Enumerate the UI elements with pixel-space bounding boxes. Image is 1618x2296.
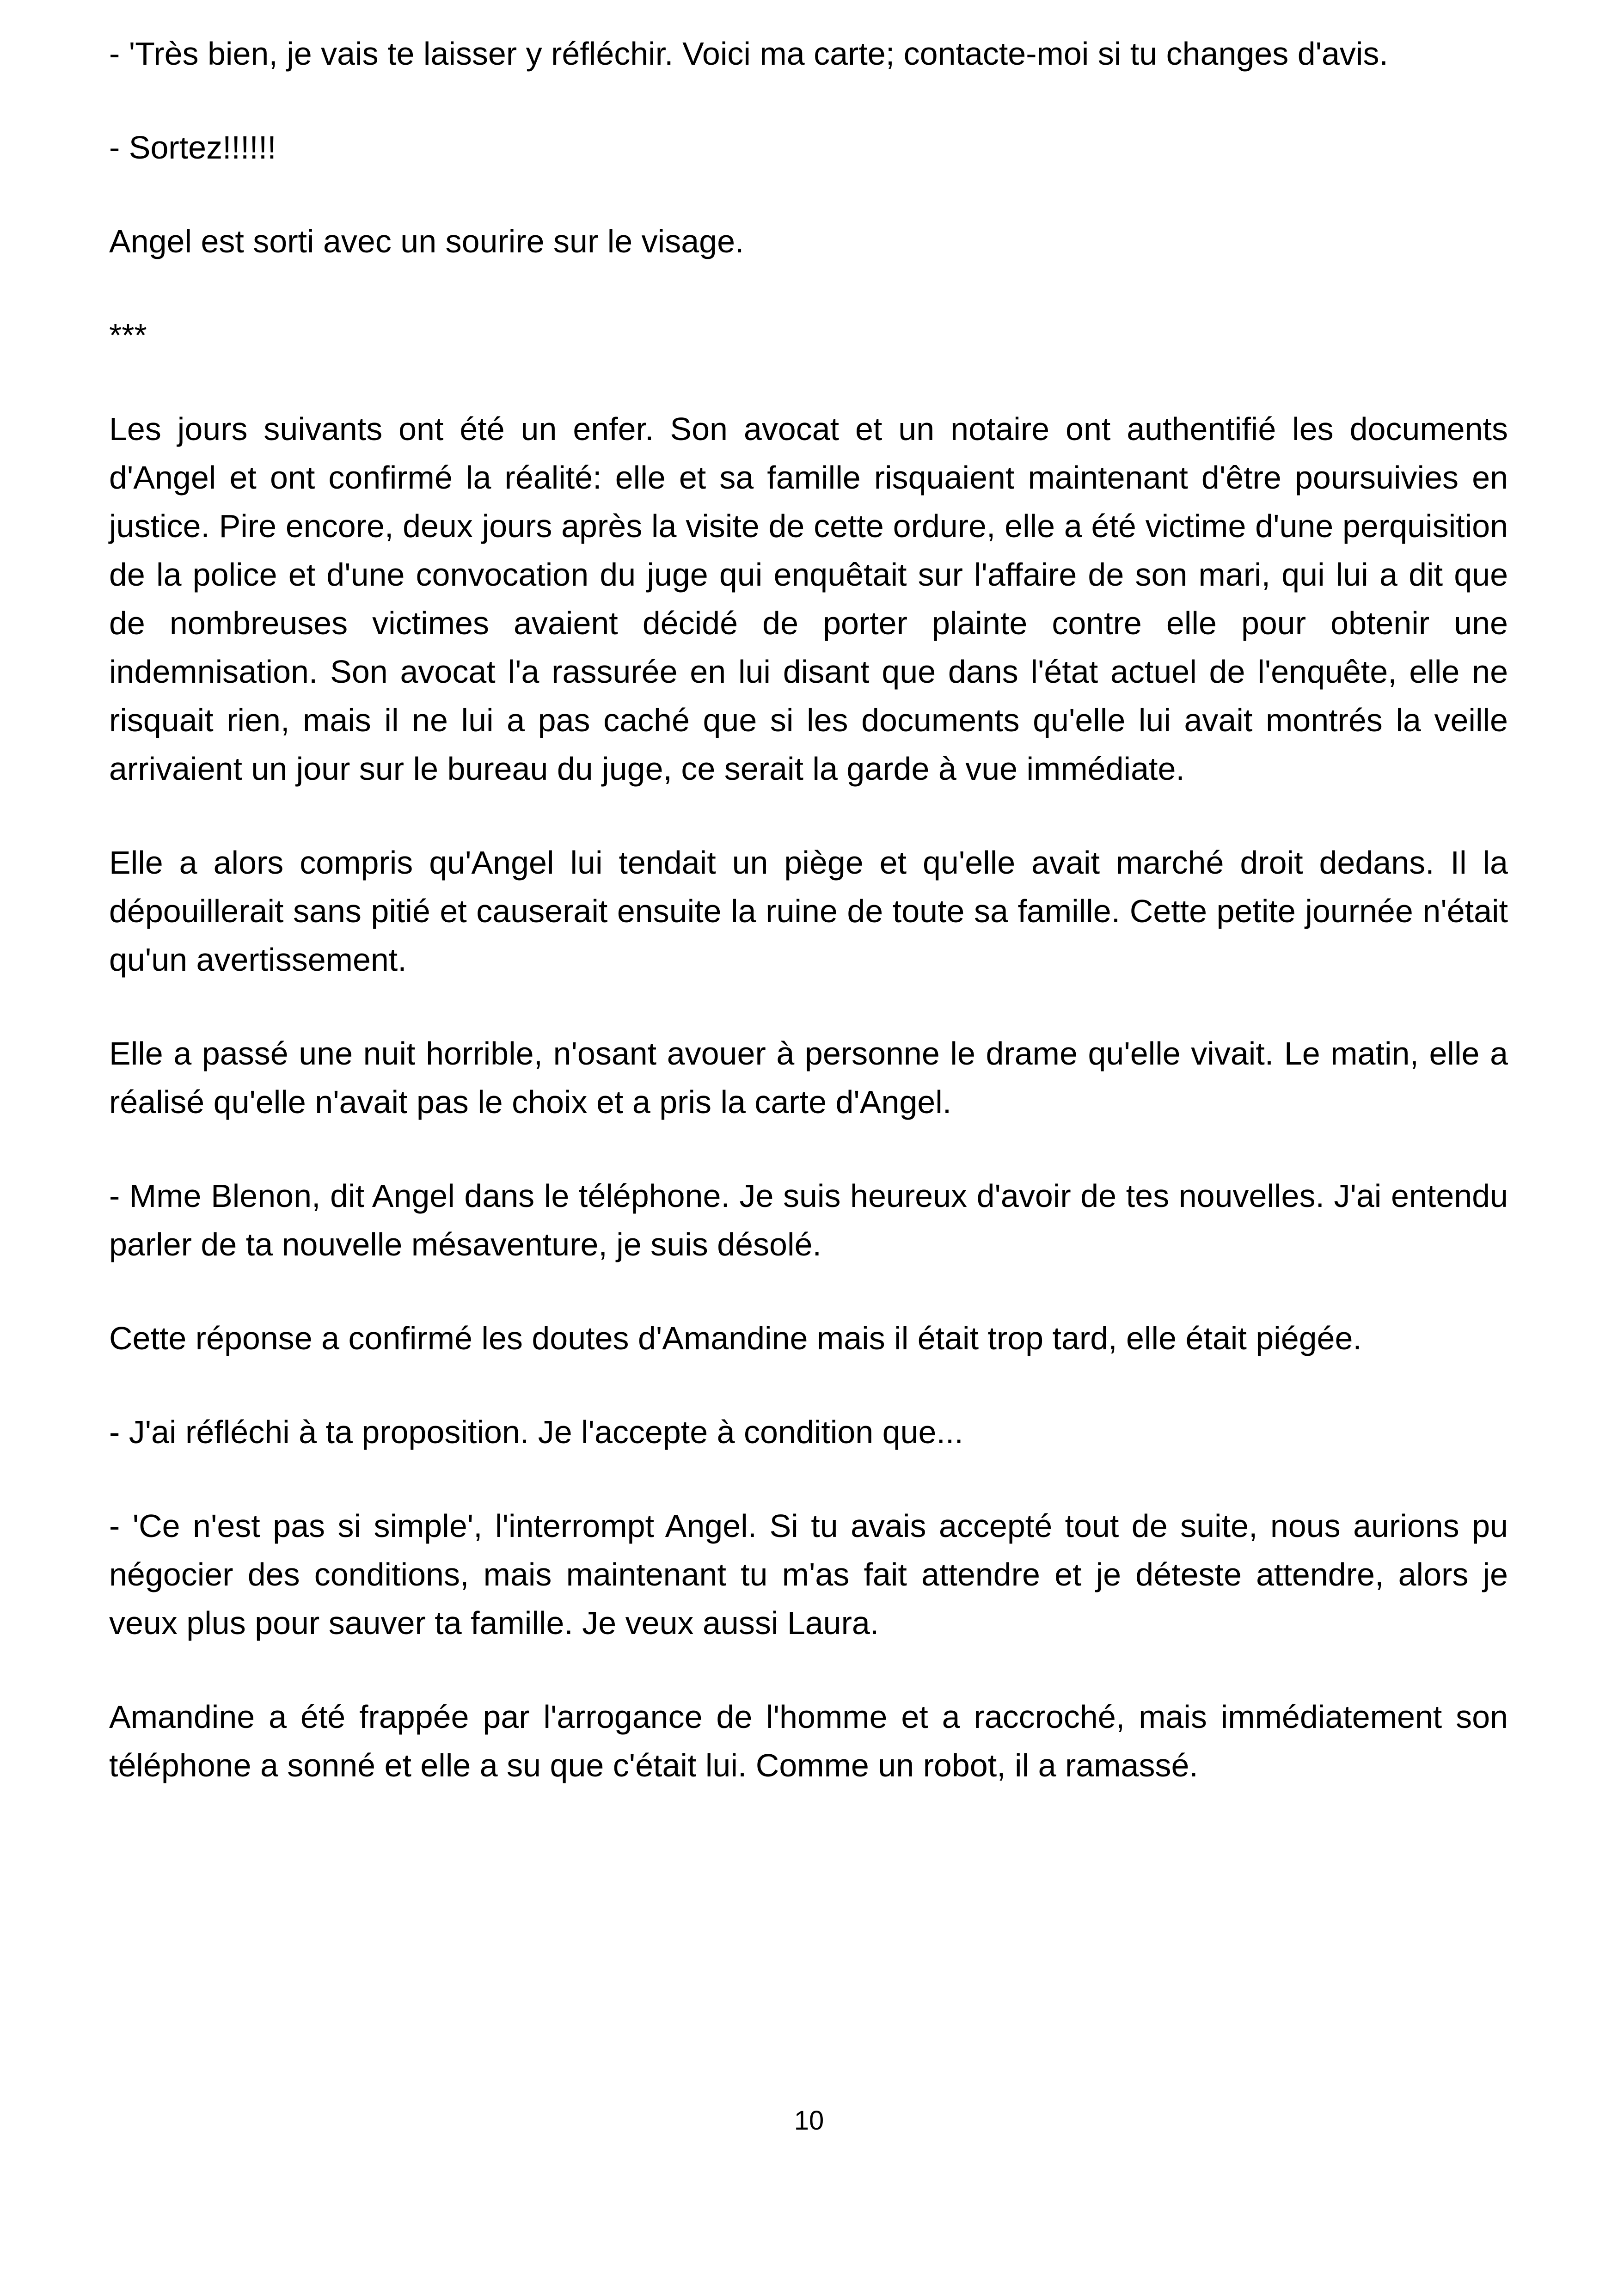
paragraph: - Mme Blenon, dit Angel dans le téléphone. Je suis heureux d'avoir de tes nouvelles. J'ai entendu parler de ta nouvelle mésaventure, je suis désolé. — [109, 1178, 1508, 1262]
paragraph: - 'Ce n'est pas si simple', l'interrompt Angel. Si tu avais accepté tout de suite, nous aurions pu négocier des conditions, mais maintenant tu m'as fait attendre et je déteste attendre, alors je veux plus pour sauver ta famille. Je veux aussi Laura. — [109, 1508, 1508, 1641]
paragraph: Cette réponse a confirmé les doutes d'Amandine mais il était trop tard, elle était piégée. — [109, 1320, 1362, 1356]
paragraph: Angel est sorti avec un sourire sur le visage. — [109, 223, 744, 259]
body-text — [109, 30, 1508, 1835]
paragraph: Amandine a été frappée par l'arrogance de l'homme et a raccroché, mais immédiatement son téléphone a sonné et elle a su que c'était lui. Comme un robot, il a ramassé. — [109, 1699, 1508, 1783]
paragraph: Elle a passé une nuit horrible, n'osant avouer à personne le drame qu'elle vivait. Le matin, elle a réalisé qu'elle n'avait pas le choix et a pris la carte d'Angel. — [109, 1035, 1508, 1120]
scene-break: *** — [109, 317, 147, 353]
paragraph: Les jours suivants ont été un enfer. Son avocat et un notaire ont authentifié les documents d'Angel et ont confirmé la réalité: elle et sa famille risquaient maintenant d'être poursuivies en justice. Pire encore, deux jours après la visite de cette ordure, elle a été victime d'une perquisition de la police et d'une convocation du juge qui enquêtait sur l'affaire de son mari, qui lui a dit que de nombreuses victimes avaient décidé de porter plainte contre elle pour obtenir une indemnisation. Son avocat l'a rassurée en lui disant que dans l'état actuel de l'enquête, elle ne risquait rien, mais il ne lui a pas caché que si les documents qu'elle lui avait montrés la veille arrivaient un jour sur le bureau du juge, ce serait la garde à vue immédiate. — [109, 411, 1508, 787]
paragraph: - 'Très bien, je vais te laisser y réfléchir. Voici ma carte; contacte-moi si tu changes d'avis. — [109, 36, 1388, 72]
page-number: 10 — [794, 2106, 824, 2136]
paragraph: Elle a alors compris qu'Angel lui tendait un piège et qu'elle avait marché droit dedans. Il la dépouillerait sans pitié et causerait ensuite la ruine de toute sa famille. Cette petite journée n'était qu'un avertissement. — [109, 845, 1508, 978]
paragraph: - Sortez!!!!!! — [109, 129, 276, 165]
paragraph: - J'ai réfléchi à ta proposition. Je l'accepte à condition que... — [109, 1414, 963, 1450]
